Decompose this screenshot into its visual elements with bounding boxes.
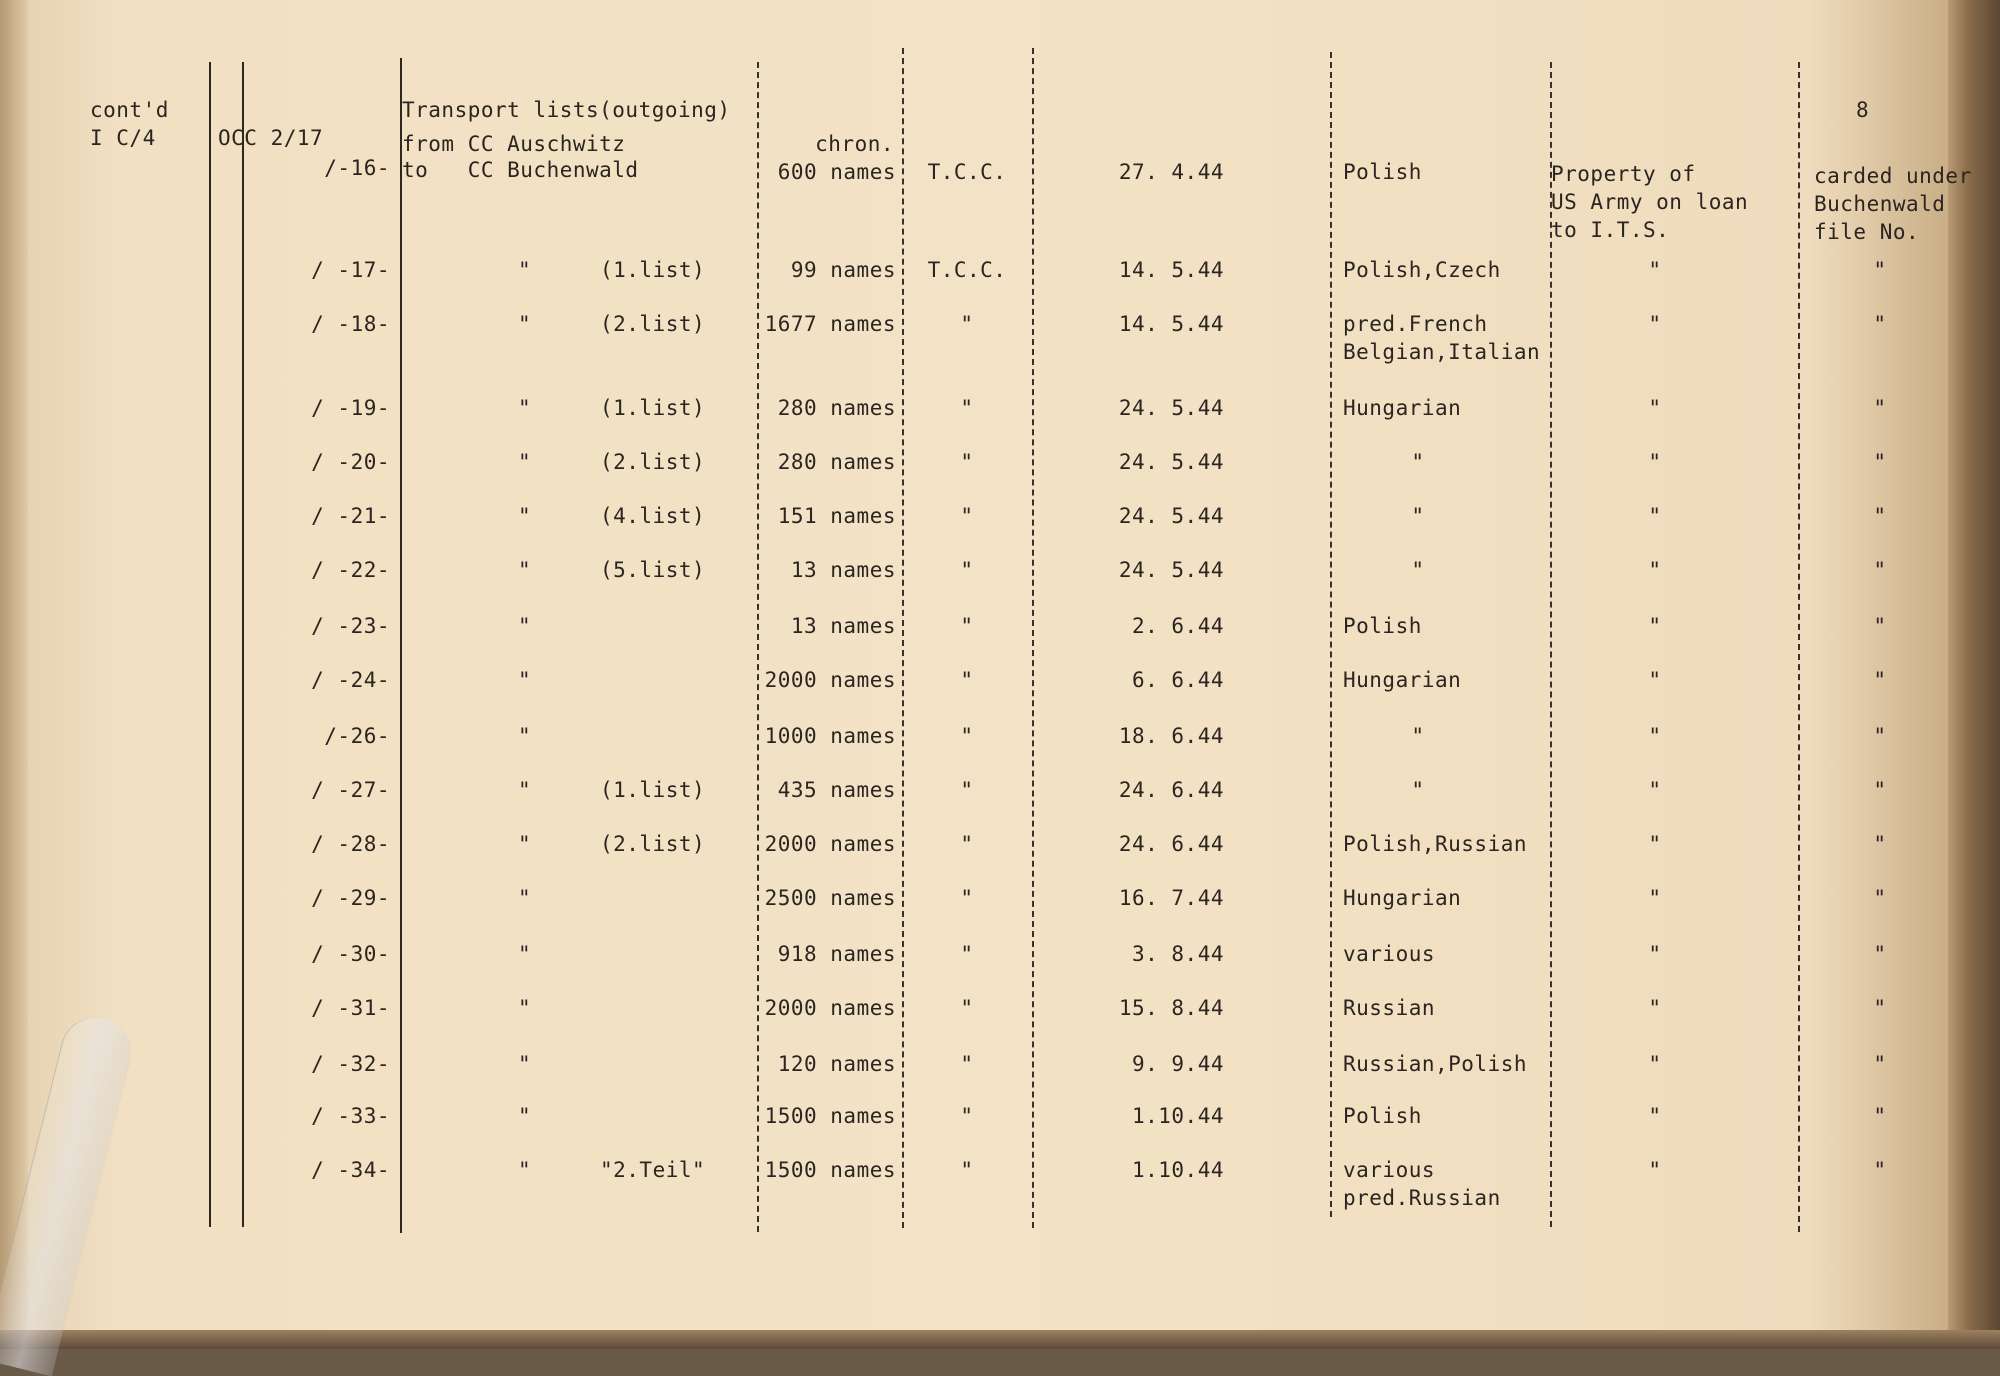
list-type: " [960, 504, 974, 528]
property-ditto: " [1648, 312, 1662, 336]
carded-ditto: " [1873, 942, 1887, 966]
list-type: " [960, 832, 974, 856]
carded-ditto: " [1873, 558, 1887, 582]
ditto-mark: " [518, 668, 532, 692]
list-type: " [960, 558, 974, 582]
nationality: Polish [1343, 160, 1422, 184]
carded-ditto: " [1873, 1104, 1887, 1128]
name-count: 918 names [777, 942, 896, 966]
ditto-mark: " [518, 1052, 532, 1076]
nationality: pred.Russian [1343, 1186, 1501, 1210]
ditto-mark: " [518, 1104, 532, 1128]
nationality: " [1411, 504, 1425, 528]
name-count: 120 names [777, 1052, 896, 1076]
ditto-mark: " [518, 1158, 532, 1182]
carded-ditto: " [1873, 258, 1887, 282]
nationality: Polish [1343, 614, 1422, 638]
ditto-mark: " [518, 724, 532, 748]
transport-date: 6. 6.44 [1131, 668, 1224, 692]
carded-ditto: " [1873, 724, 1887, 748]
list-type: " [960, 1158, 974, 1182]
ditto-mark: " [518, 558, 532, 582]
property-ditto: " [1648, 886, 1662, 910]
ditto-mark: " [518, 504, 532, 528]
reference-code: I C/4 [90, 126, 156, 150]
carded-line-2: Buchenwald [1814, 192, 1946, 216]
property-line-2: US Army on loan [1551, 190, 1749, 214]
carded-ditto: " [1873, 1052, 1887, 1076]
property-ditto: " [1648, 1104, 1662, 1128]
transport-date: 2. 6.44 [1131, 614, 1224, 638]
list-type: T.C.C. [927, 258, 1007, 282]
carded-ditto: " [1873, 396, 1887, 420]
transport-date: 1.10.44 [1131, 1158, 1224, 1182]
record-number: / -27- [311, 778, 390, 802]
carded-ditto: " [1873, 614, 1887, 638]
chron-label: chron. [815, 132, 894, 156]
record-number: / -21- [311, 504, 390, 528]
name-count: 280 names [777, 396, 896, 420]
ditto-mark: " [518, 614, 532, 638]
record-number: / -24- [311, 668, 390, 692]
transport-date: 3. 8.44 [1131, 942, 1224, 966]
carded-ditto: " [1873, 312, 1887, 336]
list-type: " [960, 996, 974, 1020]
property-ditto: " [1648, 558, 1662, 582]
nationality: Russian [1343, 996, 1436, 1020]
transport-date: 9. 9.44 [1131, 1052, 1224, 1076]
name-count: 13 names [790, 614, 896, 638]
carded-ditto: " [1873, 886, 1887, 910]
carded-ditto: " [1873, 996, 1887, 1020]
property-ditto: " [1648, 396, 1662, 420]
carded-ditto: " [1873, 668, 1887, 692]
description-line-2: from CC Auschwitz [402, 132, 626, 156]
nationality: pred.French [1343, 312, 1488, 336]
name-count: 2000 names [764, 668, 896, 692]
list-type: " [960, 450, 974, 474]
carded-line-3: file No. [1814, 220, 1920, 244]
list-type: T.C.C. [927, 160, 1007, 184]
nationality: Russian,Polish [1343, 1052, 1528, 1076]
property-ditto: " [1648, 778, 1662, 802]
nationality: Polish [1343, 1104, 1422, 1128]
transport-date: 27. 4.44 [1118, 160, 1224, 184]
record-number: /-26- [324, 724, 390, 748]
transport-date: 24. 5.44 [1118, 558, 1224, 582]
transport-date: 24. 5.44 [1118, 396, 1224, 420]
record-number: / -18- [311, 312, 390, 336]
transport-date: 14. 5.44 [1118, 312, 1224, 336]
list-part: (2.list) [600, 832, 706, 856]
nationality: Hungarian [1343, 668, 1462, 692]
record-number: / -22- [311, 558, 390, 582]
name-count: 2500 names [764, 886, 896, 910]
property-ditto: " [1648, 450, 1662, 474]
list-type: " [960, 778, 974, 802]
record-number: /-16- [324, 156, 390, 180]
record-number: / -30- [311, 942, 390, 966]
column-rule [757, 62, 759, 1232]
column-rule [1798, 62, 1800, 1232]
ditto-mark: " [518, 396, 532, 420]
record-number: / -17- [311, 258, 390, 282]
property-ditto: " [1648, 942, 1662, 966]
binding-spine [0, 0, 28, 1330]
transport-date: 24. 6.44 [1118, 778, 1224, 802]
occ-code: OCC 2/17 [218, 126, 324, 150]
name-count: 1500 names [764, 1158, 896, 1182]
nationality: " [1411, 450, 1425, 474]
list-type: " [960, 942, 974, 966]
name-count: 435 names [777, 778, 896, 802]
property-line-3: to I.T.S. [1551, 218, 1670, 242]
nationality: " [1411, 558, 1425, 582]
nationality: Hungarian [1343, 886, 1462, 910]
property-ditto: " [1648, 724, 1662, 748]
nationality: Hungarian [1343, 396, 1462, 420]
transport-date: 24. 5.44 [1118, 504, 1224, 528]
transport-date: 18. 6.44 [1118, 724, 1224, 748]
description-line-3: to CC Buchenwald [402, 158, 639, 182]
list-type: " [960, 668, 974, 692]
transport-date: 24. 6.44 [1118, 832, 1224, 856]
property-ditto: " [1648, 1158, 1662, 1182]
property-ditto: " [1648, 668, 1662, 692]
list-part: (1.list) [600, 778, 706, 802]
name-count: 13 names [790, 558, 896, 582]
column-rule [902, 48, 904, 1228]
transport-date: 15. 8.44 [1118, 996, 1224, 1020]
property-ditto: " [1648, 832, 1662, 856]
transport-date: 16. 7.44 [1118, 886, 1224, 910]
transport-date: 24. 5.44 [1118, 450, 1224, 474]
name-count: 99 names [790, 258, 896, 282]
name-count: 600 names [777, 160, 896, 184]
name-count: 1000 names [764, 724, 896, 748]
ditto-mark: " [518, 996, 532, 1020]
record-number: / -29- [311, 886, 390, 910]
record-number: / -28- [311, 832, 390, 856]
list-part: (4.list) [600, 504, 706, 528]
name-count: 2000 names [764, 996, 896, 1020]
property-ditto: " [1648, 1052, 1662, 1076]
nationality: various [1343, 1158, 1436, 1182]
transport-date: 14. 5.44 [1118, 258, 1224, 282]
nationality: " [1411, 724, 1425, 748]
column-rule [209, 62, 211, 1227]
list-part: "2.Teil" [600, 1158, 706, 1182]
ditto-mark: " [518, 450, 532, 474]
ditto-mark: " [518, 886, 532, 910]
carded-line-1: carded under [1814, 164, 1972, 188]
carded-ditto: " [1873, 504, 1887, 528]
name-count: 151 names [777, 504, 896, 528]
contd-label: cont'd [90, 98, 169, 122]
ditto-mark: " [518, 832, 532, 856]
name-count: 2000 names [764, 832, 896, 856]
property-ditto: " [1648, 504, 1662, 528]
ditto-mark: " [518, 942, 532, 966]
column-rule [1032, 48, 1034, 1228]
list-part: (5.list) [600, 558, 706, 582]
property-ditto: " [1648, 258, 1662, 282]
property-line-1: Property of [1551, 162, 1696, 186]
page-edge [1948, 0, 2000, 1349]
nationality: Polish,Russian [1343, 832, 1528, 856]
ditto-mark: " [518, 312, 532, 336]
nationality: " [1411, 778, 1425, 802]
carded-ditto: " [1873, 1158, 1887, 1182]
column-rule [1330, 52, 1332, 1217]
record-number: / -33- [311, 1104, 390, 1128]
nationality: Belgian,Italian [1343, 340, 1541, 364]
name-count: 280 names [777, 450, 896, 474]
nationality: Polish,Czech [1343, 258, 1501, 282]
nationality: various [1343, 942, 1436, 966]
record-number: / -20- [311, 450, 390, 474]
list-type: " [960, 1052, 974, 1076]
carded-ditto: " [1873, 778, 1887, 802]
description-line-1: Transport lists(outgoing) [402, 98, 731, 122]
list-part: (2.list) [600, 450, 706, 474]
name-count: 1677 names [764, 312, 896, 336]
ditto-mark: " [518, 778, 532, 802]
name-count: 1500 names [764, 1104, 896, 1128]
list-type: " [960, 614, 974, 638]
page-number: 8 [1856, 98, 1870, 122]
ditto-mark: " [518, 258, 532, 282]
record-number: / -34- [311, 1158, 390, 1182]
list-type: " [960, 312, 974, 336]
list-type: " [960, 396, 974, 420]
record-number: / -31- [311, 996, 390, 1020]
record-number: / -23- [311, 614, 390, 638]
list-type: " [960, 886, 974, 910]
transport-date: 1.10.44 [1131, 1104, 1224, 1128]
column-rule [242, 62, 244, 1227]
carded-ditto: " [1873, 832, 1887, 856]
record-number: / -32- [311, 1052, 390, 1076]
property-ditto: " [1648, 996, 1662, 1020]
property-ditto: " [1648, 614, 1662, 638]
list-type: " [960, 1104, 974, 1128]
page-bottom-edge [0, 1330, 2000, 1349]
list-type: " [960, 724, 974, 748]
list-part: (1.list) [600, 258, 706, 282]
record-number: / -19- [311, 396, 390, 420]
column-rule [400, 58, 402, 1233]
list-part: (2.list) [600, 312, 706, 336]
list-part: (1.list) [600, 396, 706, 420]
carded-ditto: " [1873, 450, 1887, 474]
